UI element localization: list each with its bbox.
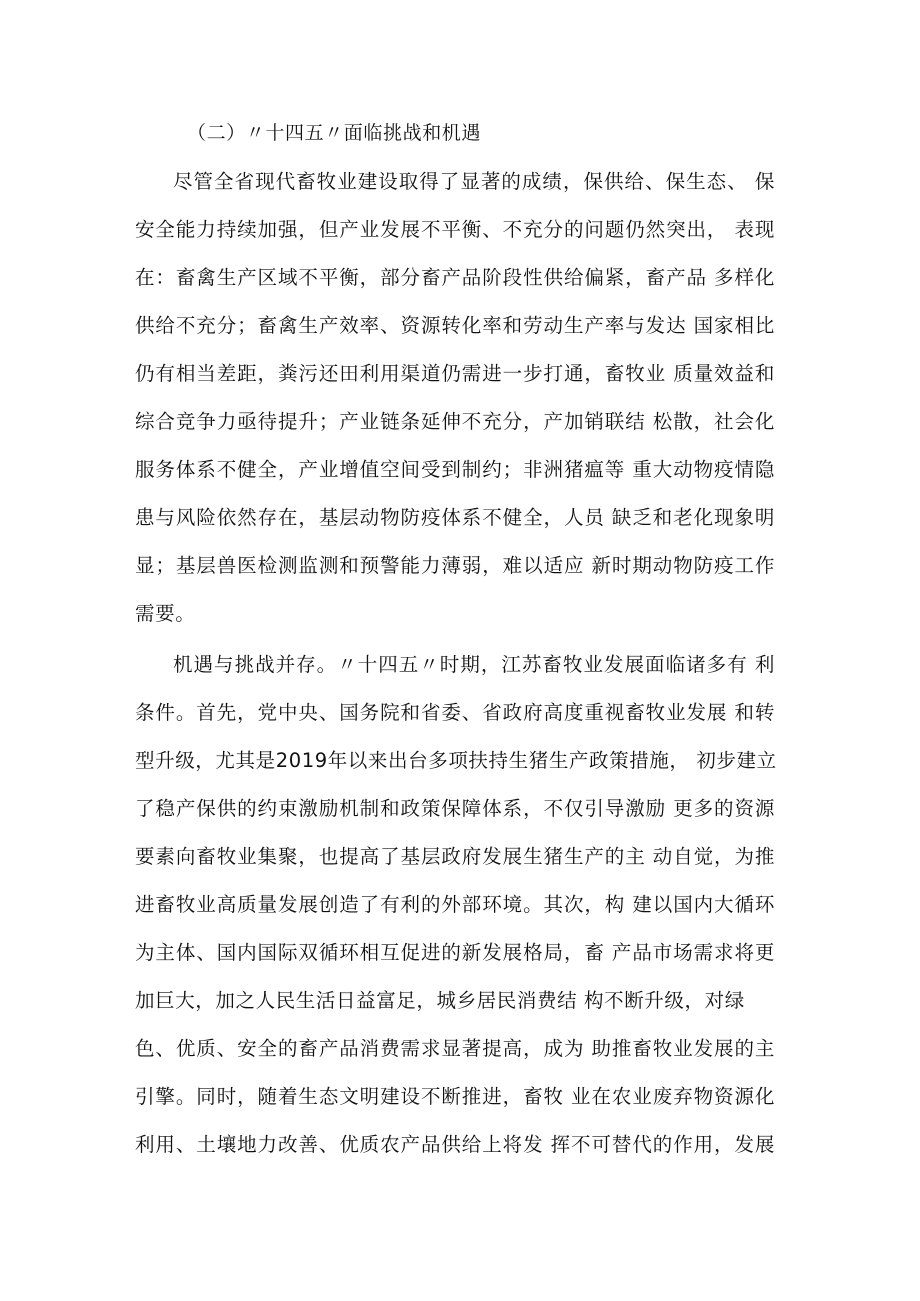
- paragraph-1-line-2: 安全能力持续加强，但产业发展不平衡、不充分的问题仍然突出， 表现: [135, 218, 775, 241]
- paragraph-1-line-8: 患与风险依然存在，基层动物防疫体系不健全，人员 缺乏和老化现象明: [135, 506, 775, 529]
- paragraph-2-line-5: 要素向畜牧业集聚，也提高了基层政府发展生猪生产的主 动自觉，为推: [135, 845, 775, 868]
- paragraph-2-line-7: 为主体、国内国际双循环相互促进的新发展格局，畜 产品市场需求将更: [135, 941, 775, 964]
- paragraph-1-line-5: 仍有相当差距，粪污还田利用渠道仍需进一步打通，畜牧业 质量效益和: [135, 362, 775, 385]
- paragraph-1-line-3: 在：畜禽生产区域不平衡，部分畜产品阶段性供给偏紧，畜产品 多样化: [135, 266, 775, 289]
- paragraph-2-line-2: 条件。首先，党中央、国务院和省委、省政府高度重视畜牧业发展 和转: [135, 701, 775, 724]
- paragraph-2-line-11: 利用、土壤地力改善、优质农产品供给上将发 挥不可替代的作用，发展: [135, 1133, 775, 1156]
- paragraph-1-line-9: 显；基层兽医检测监测和预警能力薄弱，难以适应 新时期动物防疫工作: [135, 554, 775, 577]
- paragraph-1-line-4: 供给不充分；畜禽生产效率、资源转化率和劳动生产率与发达 国家相比: [135, 314, 775, 337]
- paragraph-2-line-6: 进畜牧业高质量发展创造了有利的外部环境。其次，构 建以国内大循环: [135, 893, 775, 916]
- paragraph-2-line-4: 了稳产保供的约束激励机制和政策保障体系，不仅引导激励 更多的资源: [135, 797, 775, 820]
- paragraph-1-line-10: 需要。: [135, 602, 196, 625]
- paragraph-2-line-10: 引擎。同时，随着生态文明建设不断推进，畜牧 业在农业废弃物资源化: [135, 1085, 775, 1108]
- paragraph-2-line-9: 色、优质、安全的畜产品消费需求显著提高，成为 助推畜牧业发展的主: [135, 1037, 775, 1060]
- section-heading: （二）〃十四五〃面临挑战和机遇: [187, 122, 482, 144]
- paragraph-2-line-3: 型升级，尤其是2019年以来出台多项扶持生猪生产政策措施， 初步建立: [135, 749, 777, 772]
- paragraph-1-line-7: 服务体系不健全，产业增值空间受到制约；非洲猪瘟等 重大动物疫情隐: [135, 458, 775, 481]
- paragraph-2-line-1: 机遇与挑战并存。〃十四五〃时期，江苏畜牧业发展面临诸多有 利: [173, 653, 775, 676]
- paragraph-1-line-6: 综合竞争力亟待提升；产业链条延伸不充分，产加销联结 松散，社会化: [135, 410, 775, 433]
- paragraph-2-line-8: 加巨大，加之人民生活日益富足，城乡居民消费结 构不断升级，对绿: [135, 989, 745, 1012]
- paragraph-1-line-1: 尽管全省现代畜牧业建设取得了显著的成绩，保供给、保生态、 保: [173, 170, 775, 193]
